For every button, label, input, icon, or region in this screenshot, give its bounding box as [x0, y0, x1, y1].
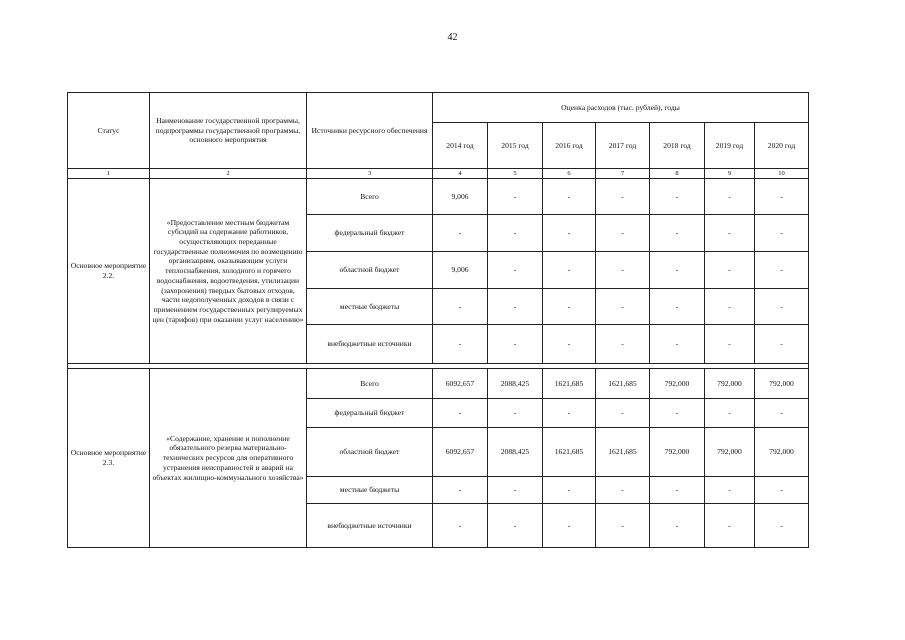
row-status: Основное мероприятие 2.3. [68, 369, 150, 548]
row-value: - [705, 252, 755, 289]
row-value: - [488, 325, 543, 364]
row-value: 792,000 [705, 428, 755, 477]
row-value: - [433, 504, 488, 548]
row-value: - [488, 215, 543, 252]
row-value: - [543, 252, 596, 289]
row-value: - [705, 325, 755, 364]
row-source: местные бюджеты [307, 289, 433, 325]
row-value: - [650, 399, 705, 428]
row-value: - [596, 215, 650, 252]
row-value: - [755, 252, 809, 289]
row-value: - [755, 477, 809, 504]
row-value: - [433, 325, 488, 364]
row-value: - [433, 215, 488, 252]
row-value: - [488, 252, 543, 289]
row-value: - [705, 215, 755, 252]
column-number: 7 [596, 169, 650, 179]
row-value: - [705, 179, 755, 215]
row-value: 9,006 [433, 179, 488, 215]
row-value: 792,000 [650, 369, 705, 399]
row-value: - [755, 215, 809, 252]
header-name: Наименование государственной программы, подпрограммы государственной программы, основного мероприятия [150, 93, 307, 169]
row-value: - [650, 477, 705, 504]
row-value: - [543, 289, 596, 325]
row-value: - [543, 399, 596, 428]
row-value: 2088,425 [488, 369, 543, 399]
column-number: 8 [650, 169, 705, 179]
column-number: 5 [488, 169, 543, 179]
row-value: - [650, 504, 705, 548]
header-year: 2015 год [488, 123, 543, 169]
row-value: - [543, 504, 596, 548]
row-value: - [755, 289, 809, 325]
row-source: внебюджетные источники [307, 325, 433, 364]
row-value: - [755, 179, 809, 215]
row-source: местные бюджеты [307, 477, 433, 504]
row-source: областной бюджет [307, 428, 433, 477]
row-source: областной бюджет [307, 252, 433, 289]
row-value: 2088,425 [488, 428, 543, 477]
budget-table [67, 92, 809, 548]
row-value: - [488, 289, 543, 325]
row-value: 9,006 [433, 252, 488, 289]
header-year: 2020 год [755, 123, 809, 169]
row-source: Всего [307, 179, 433, 215]
row-value: - [650, 325, 705, 364]
row-value: - [650, 289, 705, 325]
row-value: - [433, 399, 488, 428]
row-value: 792,000 [705, 369, 755, 399]
row-value: - [596, 399, 650, 428]
row-name: «Предоставление местным бюджетам субсидий на содержание работников, осуществляющих переданные государственные полномочия по возмещению организациям, оказывающим услуги теплоснабжения, холодного и горячего водоснабжения, водоотведения, утилизации (захоронения) твердых бытовых отходов, части недополученных доходов в связи с применением государственных регулируемых цен (тарифов) при оказании услуг населению» [150, 179, 307, 364]
header-year: 2017 год [596, 123, 650, 169]
row-value: - [705, 477, 755, 504]
header-sources: Источники ресурсного обеспечения [307, 93, 433, 169]
row-value: - [543, 215, 596, 252]
row-value: - [488, 399, 543, 428]
row-source: Всего [307, 369, 433, 399]
row-name: «Содержание, хранение и пополнение обязательного резерва материально-технических ресурсов для оперативного устранения неисправностей и аварий на объектах жилищно-коммунального хозяйства» [150, 369, 307, 548]
row-value: - [543, 477, 596, 504]
row-value: - [596, 504, 650, 548]
row-value: - [488, 504, 543, 548]
row-value: - [705, 504, 755, 548]
page-number: 42 [447, 32, 458, 43]
row-value: - [650, 252, 705, 289]
column-number: 1 [68, 169, 150, 179]
column-number: 9 [705, 169, 755, 179]
row-value: - [705, 399, 755, 428]
header-year: 2019 год [705, 123, 755, 169]
row-value: 792,000 [755, 428, 809, 477]
row-value: - [755, 399, 809, 428]
row-value: - [433, 289, 488, 325]
row-source: внебюджетные источники [307, 504, 433, 548]
row-value: 792,000 [755, 369, 809, 399]
row-value: 6092,657 [433, 428, 488, 477]
row-value: - [650, 179, 705, 215]
row-value: - [650, 215, 705, 252]
row-value: - [596, 477, 650, 504]
header-year: 2018 год [650, 123, 705, 169]
row-source: федеральный бюджет [307, 399, 433, 428]
header-status: Статус [68, 93, 150, 169]
row-value: - [596, 289, 650, 325]
column-number: 4 [433, 169, 488, 179]
header-estimate: Оценка расходов (тыс. рублей), годы [433, 93, 809, 123]
row-value: - [543, 325, 596, 364]
row-source: федеральный бюджет [307, 215, 433, 252]
row-value: 792,000 [650, 428, 705, 477]
row-value: - [596, 325, 650, 364]
row-value: - [755, 504, 809, 548]
row-value: - [596, 252, 650, 289]
row-value: 1621,685 [596, 369, 650, 399]
header-year: 2014 год [433, 123, 488, 169]
row-value: - [755, 325, 809, 364]
row-value: - [488, 179, 543, 215]
table-row [68, 179, 809, 215]
row-value: - [488, 477, 543, 504]
row-value: 1621,685 [596, 428, 650, 477]
column-number: 2 [150, 169, 307, 179]
row-value: - [596, 179, 650, 215]
row-value: - [433, 477, 488, 504]
header-year: 2016 год [543, 123, 596, 169]
row-value: 1621,685 [543, 369, 596, 399]
column-number: 10 [755, 169, 809, 179]
table-row [68, 369, 809, 399]
row-value: 6092,657 [433, 369, 488, 399]
row-value: - [705, 289, 755, 325]
row-status: Основное мероприятие 2.2. [68, 179, 150, 364]
column-number: 6 [543, 169, 596, 179]
column-number: 3 [307, 169, 433, 179]
row-value: 1621,685 [543, 428, 596, 477]
row-value: - [543, 179, 596, 215]
